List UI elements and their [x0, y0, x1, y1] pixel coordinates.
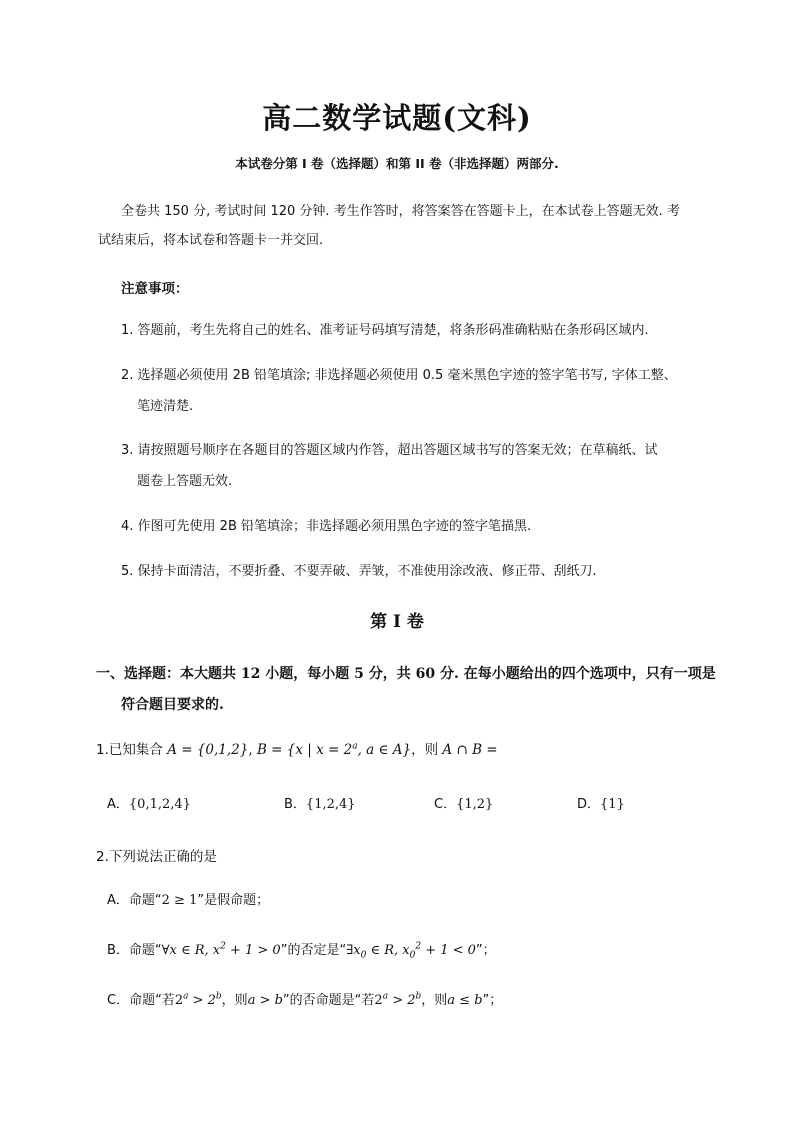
- notes-heading: 注意事项：: [121, 281, 189, 297]
- intro-line-1: 全卷共 150 分, 考试时间 120 分钟. 考生作答时，将答案答在答题卡上，在本试卷上答题无效. 考: [121, 204, 680, 219]
- note-item-1: 1. 答题前，考生先将自己的姓名、准考证号码填写清楚，将条形码准确粘贴在条形码区域内.: [121, 323, 649, 338]
- q1-option-d: D．{1}: [577, 797, 625, 812]
- note-item-3-line-1: 3. 请按照题号顺序在各题目的答题区域内作答，超出答题区域书写的答案无效；在草稿纸、试: [121, 443, 658, 458]
- q2-option-a: A．命题“2 ≥ 1”是假命题；: [107, 893, 270, 908]
- section-instruction-line-2: 符合题目要求的.: [121, 697, 224, 713]
- note-item-4: 4. 作图可先使用 2B 铅笔填涂；非选择题必须用黑色字迹的签字笔描黑.: [121, 519, 532, 534]
- question-1-then: ，则: [411, 742, 439, 758]
- note-item-2-line-2: 笔迹清楚.: [137, 399, 194, 414]
- section-instruction-line-1: 一、选择题：本大题共 12 小题，每小题 5 分，共 60 分. 在每小题给出的四个选项中，只有一项是: [96, 666, 716, 682]
- section-title: 第 I 卷: [370, 612, 424, 632]
- q1-option-b: B．{1,2,4}: [284, 797, 356, 812]
- q2-option-b: B．命题“∀x ∈ R, $x^2 + 1 > 0$”的否定是“$\exists x_0$ ∈ R, $x_0^2 + 1 < 0$”；: [107, 941, 496, 961]
- page-title: 高二数学试题(文科): [262, 101, 532, 135]
- note-item-5: 5. 保持卡面清洁，不要折叠、不要弄破、弄皱，不准使用涂改液、修正带、刮纸刀.: [121, 564, 597, 579]
- question-1-number: 1.: [96, 742, 109, 758]
- question-1-stem: 1.已知集合 A = {0,1,2}, B = {x | $x = 2^a$, a ∈ A}，则 A ∩ B =: [96, 741, 498, 758]
- note-item-2-line-1: 2. 选择题必须使用 2B 铅笔填涂; 非选择题必须使用 0.5 毫米黑色字迹的签字笔书写, 字体工整、: [121, 368, 677, 383]
- note-item-3-line-2: 题卷上答题无效.: [137, 474, 233, 489]
- set-a-expression: A = {0,1,2}: [167, 742, 249, 758]
- question-1-prefix: 已知集合: [108, 742, 163, 758]
- question-2-stem: 2.下列说法正确的是: [96, 849, 217, 865]
- q2-option-c: C．命题“若$2^a > 2^b$，则a > b”的否命题是“若$2^a > 2^b$，则a ≤ b”；: [107, 991, 503, 1008]
- q1-option-a: A．{0,1,2,4}: [107, 797, 191, 812]
- exam-subtitle: 本试卷分第 I 卷（选择题）和第 II 卷（非选择题）两部分.: [235, 156, 559, 171]
- q1-option-c: C．{1,2}: [434, 797, 494, 812]
- intro-line-2: 试结束后，将本试卷和答题卡一并交回.: [98, 233, 324, 248]
- intersection-expression: A ∩ B =: [442, 742, 498, 758]
- set-b-expression: B = {x | $x = 2^a$, a ∈ A}: [256, 741, 412, 758]
